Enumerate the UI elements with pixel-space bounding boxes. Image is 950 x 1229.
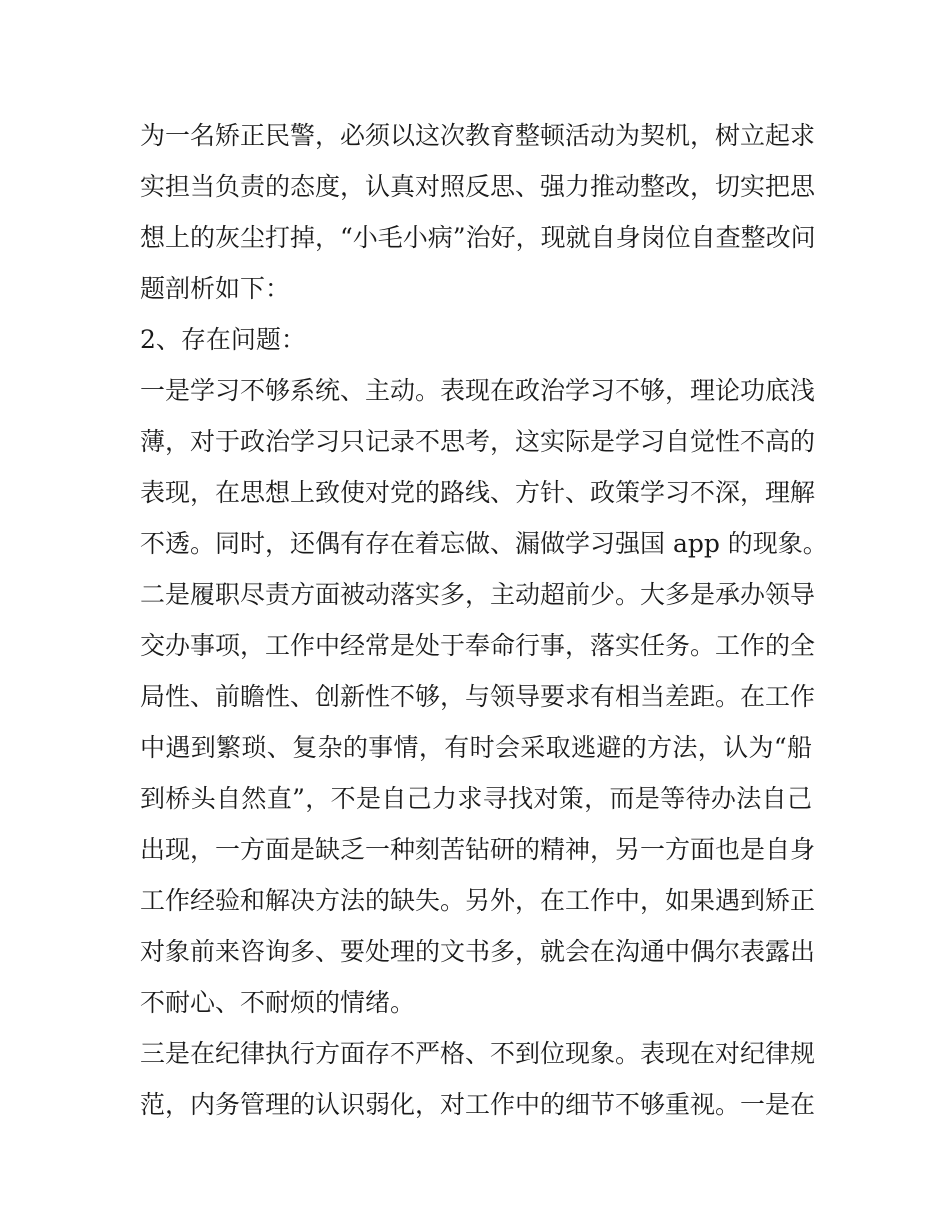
text-line: 为一名矫正民警，必须以这次教育整顿活动为契机，树立起求 [140,121,816,150]
text-line: 想上的灰尘打掉，“小毛小病”治好，现就自身岗位自查整改问 [140,223,816,252]
text-line: 交办事项，工作中经常是处于奉命行事，落实任务。工作的全 [140,631,816,660]
text-line: 2、存在问题： [140,325,306,354]
text-line: 不耐心、不耐烦的情绪。 [140,988,416,1017]
text-line: 薄，对于政治学习只记录不思考，这实际是学习自觉性不高的 [140,427,816,456]
text-line: 三是在纪律执行方面存不严格、不到位现象。表现在对纪律规 [140,1039,816,1068]
text-line: 中遇到繁琐、复杂的事情，有时会采取逃避的方法，认为“船 [140,733,812,762]
text-line: 二是履职尽责方面被动落实多，主动超前少。大多是承办领导 [140,580,816,609]
text-line: 范，内务管理的认识弱化，对工作中的细节不够重视。一是在 [140,1090,816,1119]
text-line: 到桥头自然直”，不是自己力求寻找对策，而是等待办法自己 [140,784,812,813]
document-body [140,110,828,1130]
text-line: 不透。同时，还偶有存在着忘做、漏做学习强国 app 的现象。 [140,529,828,558]
text-line: 题剖析如下： [140,274,291,303]
text-line: 局性、前瞻性、创新性不够，与领导要求有相当差距。在工作 [140,682,816,711]
text-line: 工作经验和解决方法的缺失。另外，在工作中，如果遇到矫正 [140,886,816,915]
text-line: 实担当负责的态度，认真对照反思、强力推动整改，切实把思 [140,172,816,201]
text-line: 对象前来咨询多、要处理的文书多，就会在沟通中偶尔表露出 [140,937,816,966]
text-line: 一是学习不够系统、主动。表现在政治学习不够，理论功底浅 [140,376,816,405]
text-line: 出现，一方面是缺乏一种刻苦钻研的精神，另一方面也是自身 [140,835,816,864]
text-line: 表现，在思想上致使对党的路线、方针、政策学习不深，理解 [140,478,816,507]
